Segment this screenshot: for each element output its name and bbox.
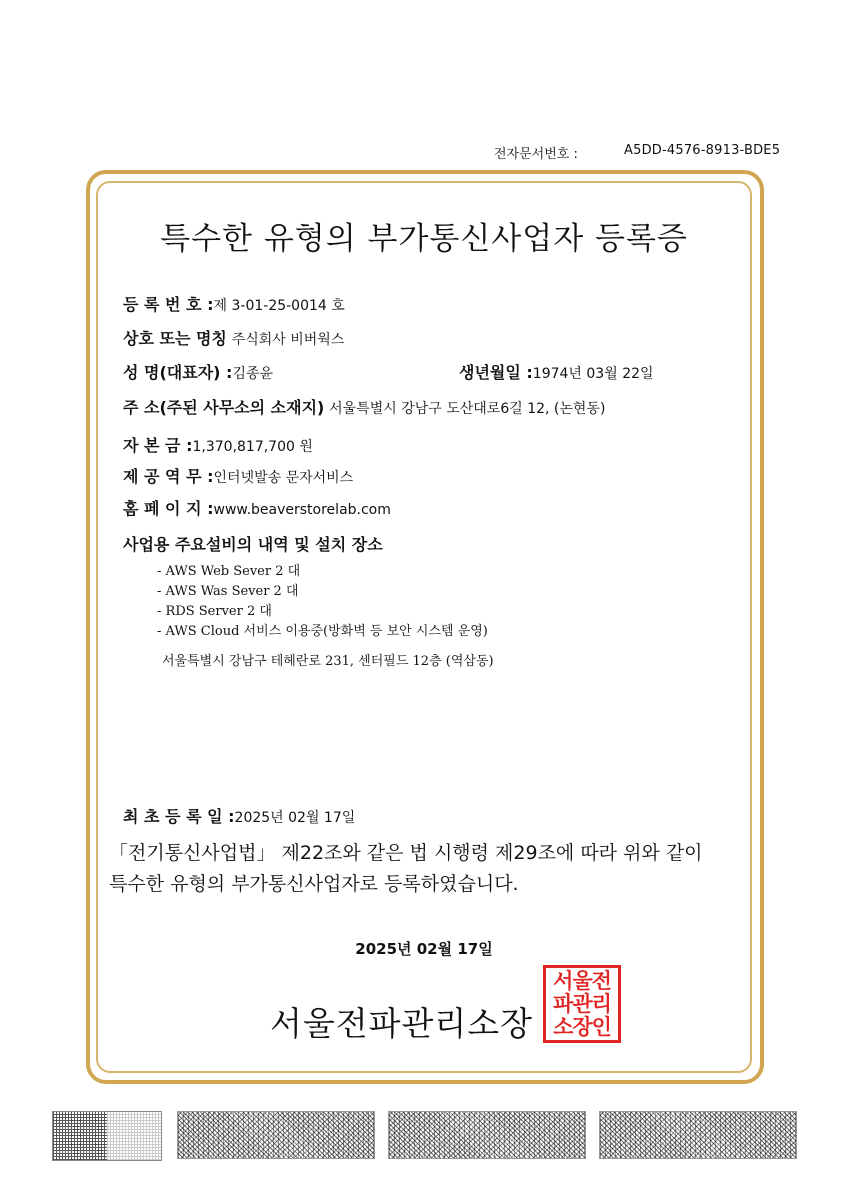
issuer-name: 서울전파관리소장 (270, 1004, 534, 1043)
service-value: 인터넷발송 문자서비스 (213, 470, 354, 486)
document-number-label: 전자문서번호 : (494, 147, 578, 162)
equipment-location: 서울특별시 강남구 테헤란로 231, 센터필드 12층 (역삼동) (162, 654, 494, 669)
birth-date-label: 생년월일 : (459, 363, 533, 382)
first-registration-value: 2025년 02월 17일 (234, 810, 356, 826)
company-name-label: 상호 또는 명칭 (123, 329, 227, 348)
legal-statement-line: 「전기통신사업법」 제22조와 같은 법 시행령 제29조에 따라 위와 같이 (109, 842, 703, 864)
certificate-title: 특수한 유형의 부가통신사업자 등록증 (160, 221, 688, 257)
birth-date-value: 1974년 03월 22일 (532, 366, 654, 382)
equipment-list (157, 562, 488, 642)
address-row (123, 395, 605, 418)
registration-number-label: 등 록 번 호 : (123, 295, 214, 314)
service-label: 제 공 역 무 : (123, 467, 214, 486)
service-row (123, 464, 353, 487)
seal-line: 파관리 (553, 992, 611, 1016)
capital-label: 자 본 금 : (123, 436, 193, 455)
document-number-value: A5DD-4576-8913-BDE5 (624, 143, 781, 158)
company-name-row (123, 326, 344, 349)
equipment-heading: 사업용 주요설비의 내역 및 설치 장소 (123, 535, 383, 554)
2d-barcode-icon (599, 1111, 797, 1159)
capital-value: 1,370,817,700 원 (192, 439, 313, 455)
representative-row (123, 360, 273, 383)
original-verification-stamp-icon (52, 1111, 162, 1161)
address-label: 주 소(주된 사무소의 소재지) (123, 398, 325, 417)
2d-barcode-icon (177, 1111, 375, 1159)
official-seal-icon (543, 965, 621, 1043)
birth-date-row (459, 360, 654, 383)
legal-statement (109, 838, 703, 900)
equipment-item: - AWS Cloud 서비스 이용중(방화벽 등 보안 시스템 운영) (157, 624, 488, 639)
company-name-value: 주식회사 비버웍스 (231, 332, 345, 348)
equipment-heading-row (123, 532, 383, 555)
seal-line: 서울전 (553, 969, 611, 993)
address-value: 서울특별시 강남구 도산대로6길 12, (논현동) (329, 401, 606, 417)
registration-number-value: 제 3-01-25-0014 호 (213, 298, 345, 314)
legal-statement-line: 특수한 유형의 부가통신사업자로 등록하였습니다. (109, 873, 519, 895)
stamp-light-half (107, 1112, 161, 1160)
first-registration-row (123, 804, 355, 827)
homepage-value: www.beaverstorelab.com (213, 502, 391, 518)
homepage-row (123, 496, 391, 519)
equipment-item: - AWS Web Sever 2 대 (157, 564, 301, 579)
homepage-label: 홈 페 이 지 : (123, 499, 214, 518)
capital-row (123, 433, 313, 456)
equipment-item: - AWS Was Sever 2 대 (157, 584, 299, 599)
seal-line: 소장인 (553, 1015, 611, 1039)
stamp-dark-half (53, 1112, 107, 1160)
first-registration-label: 최 초 등 록 일 : (123, 807, 235, 826)
representative-value: 김종윤 (232, 366, 274, 382)
equipment-item: - RDS Server 2 대 (157, 604, 272, 619)
registration-number-row (123, 292, 345, 315)
2d-barcode-icon (388, 1111, 586, 1159)
issue-date: 2025년 02월 17일 (355, 940, 493, 958)
representative-label: 성 명(대표자) : (123, 363, 233, 382)
